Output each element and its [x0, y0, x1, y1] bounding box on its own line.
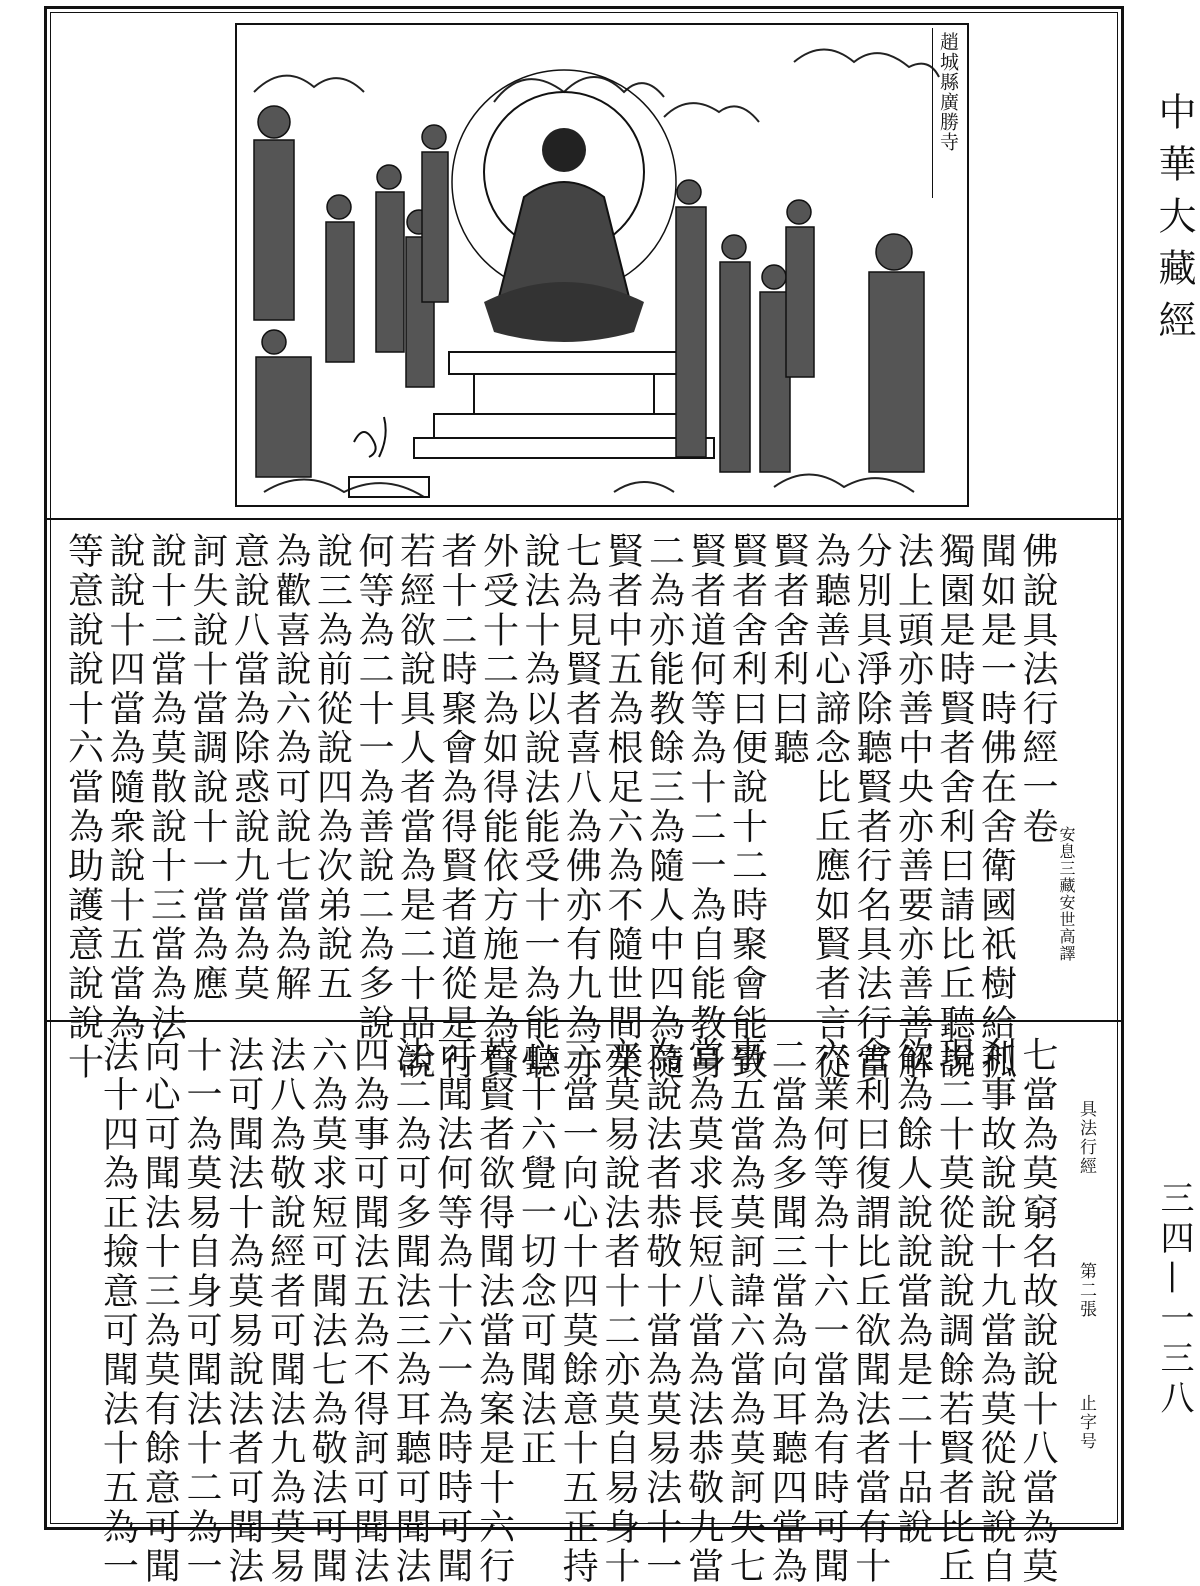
text-column: 獨園是時賢者舍利曰請比丘聽說: [934, 532, 975, 1083]
text-column: 十一為莫易自身可聞法十二為一: [181, 1036, 222, 1586]
text-column: 者十二時聚會為得賢者道從是行: [436, 532, 477, 1083]
text-column: 說三為前從說四為次弟說五: [311, 532, 353, 1004]
translator-note: 安息三藏安世高譯: [1057, 826, 1076, 962]
upper-divider: [44, 518, 1124, 520]
text-column: 為歡喜說六為可說七當為解: [270, 532, 311, 1004]
text-column: 亦莫易說法者十二亦莫自易身十: [599, 1036, 640, 1586]
collection-title: 中華大藏經: [1152, 92, 1196, 352]
text-column: 法八為敬說經者可聞法九為莫易: [264, 1036, 306, 1586]
text-column: 法二為可多聞法三為耳聽可聞法: [390, 1036, 431, 1586]
text-column: 說十二當為莫散說十三當為法: [145, 532, 187, 1043]
temple-label: 趙城縣廣勝寺: [932, 28, 962, 198]
text-column: 說說十四當為隨衆說十五當為: [104, 532, 145, 1043]
text-column: 聞如是一時佛在舍衛國祇樹給孤: [975, 532, 1017, 1083]
buddha-assembly-woodcut: [234, 22, 970, 508]
text-column: 向心可聞法十三為莫有餘意可聞: [139, 1036, 181, 1586]
text-column: 說法十為以說法能受十一為能聽: [519, 532, 560, 1083]
text-column: 三當一向心十四莫餘意十五正持: [557, 1036, 599, 1586]
text-column: 等意說說十六當為助護意說說十: [62, 532, 104, 1083]
text-column: 舍利曰復謂比丘欲聞法者當有十: [849, 1036, 891, 1586]
text-column: 意說八當為除惑說九當為莫: [228, 532, 270, 1004]
text-column: 可聞法何等為十六一為時時可聞: [431, 1036, 473, 1586]
sutra-short-title: 具法行經: [1076, 1100, 1096, 1176]
text-column: 賢者舍利曰便說十二時聚會能致: [726, 532, 768, 1083]
text-column: 分別具淨除聽賢者行名具法行當: [851, 532, 892, 1083]
text-column: 為聽善心諦念比丘應如賢者言從: [809, 532, 851, 1083]
character-number: 止字号: [1076, 1394, 1096, 1451]
text-column: 法十四為正撿意可聞法十五為一: [97, 1036, 139, 1586]
text-column: 六業何等為十六一當為有時可聞: [808, 1036, 849, 1586]
text-column: 六為莫求短可聞法七為敬法可聞: [306, 1036, 348, 1586]
text-column: 剎事故說說十九當為莫從說說自: [975, 1036, 1017, 1586]
text-column: 賢者道何等為十二一為自能教身: [685, 532, 726, 1083]
page-number: 三四—一三八: [1154, 1180, 1194, 1420]
text-column: 法可聞法十為莫易說法者可聞法: [222, 1036, 264, 1586]
text-column: 賢者中五為根足六為不隨世間業: [602, 532, 643, 1083]
text-column: 二為亦能教餘三為隨人中四為隨: [643, 532, 685, 1083]
text-column: 若經欲說具人者當為是二十品說: [394, 532, 436, 1083]
text-column: 賢者舍利曰聽: [768, 532, 809, 768]
text-column: 法上頭亦善中央亦善要亦善善解: [892, 532, 934, 1083]
sheet-number: 第二張: [1076, 1262, 1096, 1319]
text-column: 外受十二為如得能依方施是為賢: [477, 532, 519, 1083]
text-column: 為說法者恭敬十當為莫易法十一: [640, 1036, 682, 1586]
text-column: 四為事可聞法五為不得訶可聞法: [348, 1036, 390, 1586]
text-column: 心十六覺一切念可聞法正: [515, 1036, 557, 1469]
text-column: 七當為莫窮名故說說十八當為莫: [1017, 1036, 1058, 1586]
text-column: 欲為餘人說說當為是二十品說: [891, 1036, 933, 1547]
text-column: 當為莫求長短八當為法恭敬九當: [682, 1036, 724, 1586]
text-column: 何等為二十一為善說二為多說: [353, 532, 394, 1043]
text-column: 七為見賢者喜八為佛亦有九為亦: [560, 532, 602, 1083]
frontispiece-illustration: [234, 22, 970, 508]
text-column: 二當為多聞三當為向耳聽四當為: [766, 1036, 808, 1586]
text-column: 現二十莫從說說調餘若賢者比丘: [933, 1036, 975, 1586]
text-column: 訶失說十當調說十一當為應: [187, 532, 228, 1004]
text-column: 佛說具法行經一卷: [1017, 532, 1058, 847]
text-column: 若賢者欲得聞法當為案是十六行: [473, 1036, 515, 1586]
text-column: 事五當為莫訶諱六當為莫訶失七: [724, 1036, 766, 1586]
